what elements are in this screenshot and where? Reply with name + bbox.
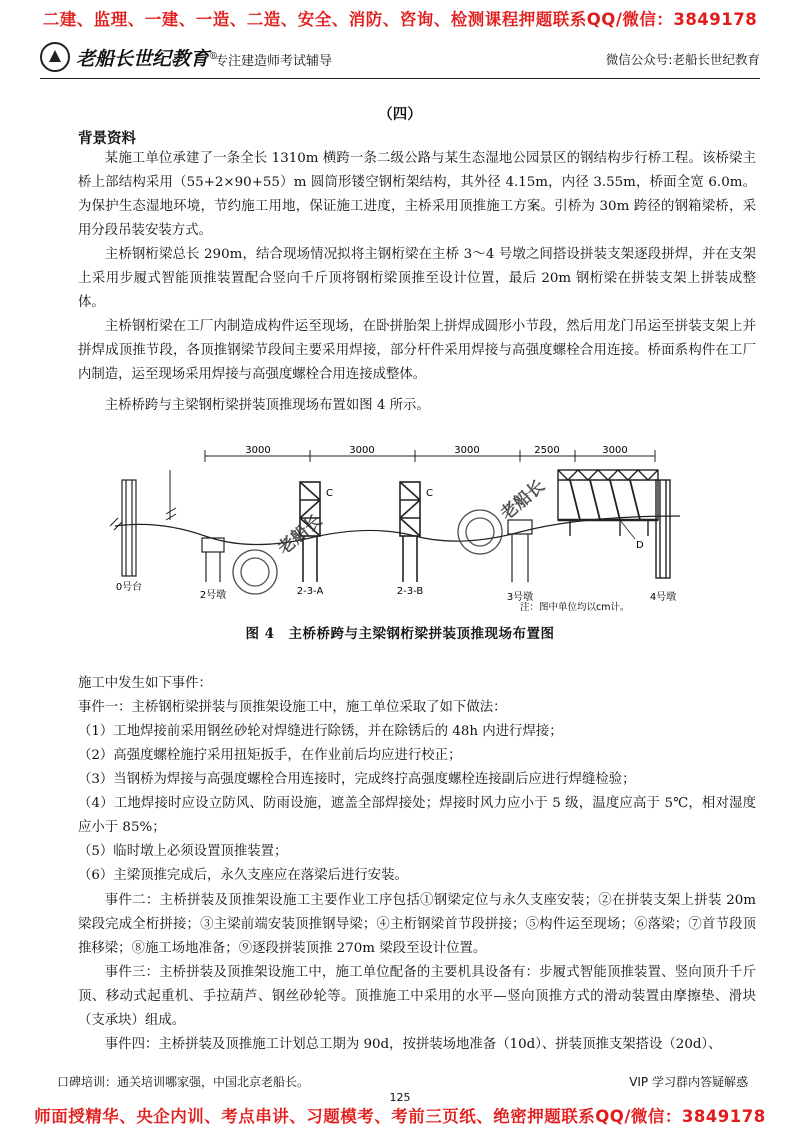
label-pier-2-3-b: 2-3-B	[396, 586, 424, 597]
logo	[40, 42, 218, 72]
dimension-line	[205, 450, 655, 462]
registered-mark: ®	[209, 52, 219, 62]
paragraph-4: 主桥桥跨与主梁钢桁梁拼装顶推现场布置如图 4 所示。	[104, 398, 430, 413]
dim-label-3: 3000	[454, 445, 480, 456]
section-number: （四）	[378, 106, 422, 123]
paragraph-3: 主桥钢桁梁在工厂内制造成构件运至现场，在卧拼胎架上拼焊成圆形小节段，然后用龙门吊运至拼装支架上并拼焊成顶推节段，各顶推钢梁节段间主要采用焊接，部分杆件采用焊接与高强度螺栓合用连接。桥面系构件在工厂内制造，运至现场采用焊接与高强度螺栓合用连接成整体。	[78, 319, 756, 382]
event-1-item-5: （5）临时墩上必须设置顶推装置；	[78, 844, 288, 859]
header-wechat: 微信公众号:老船长世纪教育	[605, 52, 760, 67]
road-cut-symbol	[166, 470, 176, 520]
event-1-lead: 事件一：主桥钢桁梁拼装与顶推架设施工中，施工单位采取了如下做法：	[78, 700, 507, 715]
abutment-0	[110, 480, 136, 576]
page-header	[40, 42, 760, 76]
dim-label-2: 3000	[349, 445, 375, 456]
footer-left: 口碑培训：通关培训哪家强，中国北京老船长。	[57, 1075, 310, 1089]
event-1-item-6: （6）主梁顶推完成后，永久支座应在落梁后进行安装。	[78, 868, 408, 883]
label-c-b: C	[426, 488, 433, 499]
paragraph-1: 某施工单位承建了一条全长 1310m 横跨一条二级公路与某生态湿地公园景区的钢结构步行桥工程。该桥梁主桥上部结构采用（55+2×90+55）m 圆筒形镂空钢桁架结构，其外径 4.15m，内径 3.55m，桥面全宽 6.0m。为保护生态湿地环境，节约施工用地，保证施工进度，主桥采用顶推施工方案。引桥为 30m 跨径的钢箱梁桥，采用分段吊装安装方式。	[78, 151, 756, 238]
bridge-layout-figure	[100, 440, 700, 612]
background-heading: 背景资料	[78, 130, 136, 147]
paragraph-2: 主桥钢桁梁总长 290m，结合现场情况拟将主钢桁梁在主桥 3～4 号墩之间搭设拼装支架逐段拼焊，并在支架上采用步履式智能顶推装置配合竖向千斤顶将钢桁梁顶推至设计位置，最后 20m 钢桁梁在拼装支架上拼装成整体。	[78, 247, 756, 310]
top-banner: 二建、监理、一建、一造、二造、安全、消防、咨询、检测课程押题联系QQ/微信：3849178	[42, 10, 758, 29]
dim-label-1: 3000	[245, 445, 271, 456]
event-1-item-4: （4）工地焊接时应设立防风、防雨设施，遮盖全部焊接处；焊接时风力应小于 5 级，温度应高于 5℃，相对湿度应小于 85%；	[78, 796, 756, 835]
logo-text: 老船长世纪教育	[76, 47, 210, 70]
figure-note: 注：图中单位均以cm计。	[520, 602, 630, 612]
label-pier-2-3-a: 2-3-A	[296, 586, 324, 597]
figure-caption: 图 4 主桥桥跨与主梁钢桁梁拼装顶推现场布置图	[245, 626, 555, 642]
event-3: 事件三：主桥拼装及顶推架设施工中，施工单位配备的主要机具设备有：步履式智能顶推装置、竖向顶升千斤顶、移动式起重机、手拉葫芦、钢丝砂轮等。顶推施工中采用的水平—竖向顶推方式的滑动装置由摩擦垫、滑块（支承块）组成。	[78, 965, 756, 1028]
event-1-item-2: （2）高强度螺栓施拧采用扭矩扳手，在作业前后均应进行校正；	[78, 748, 462, 763]
event-2: 事件二：主桥拼装及顶推架设施工主要作业工序包括①钢梁定位与永久支座安装；②在拼装支架上拼装 20m 梁段完成全桁拼接；③主梁前端安装顶推钢导梁；④主桁钢梁首节段拼接；⑤构件运至现场；⑥落梁；⑦首节段顶推移梁；⑧施工场地准备；⑨逐段拼装顶推 270m 梁段至设计位置。	[78, 893, 756, 956]
pier-2	[202, 538, 224, 582]
ship-logo-icon	[40, 42, 70, 72]
steel-truss-on-support	[558, 470, 658, 536]
event-1-item-1: （1）工地焊接前采用钢丝砂轮对焊缝进行除锈，并在除锈后的 48h 内进行焊接；	[78, 724, 563, 739]
label-pier-2: 2号墩	[199, 590, 227, 601]
watermark-text-center: 老船长	[496, 476, 549, 525]
leader-d	[620, 520, 635, 539]
dim-label-4: 2500	[534, 445, 560, 456]
watermark-text-left: 老船长	[274, 510, 327, 559]
header-divider	[40, 78, 760, 79]
event-4: 事件四：主桥拼装及顶推施工计划总工期为 90d，按拼装场地准备（10d）、拼装顶推支架搭设（20d）、	[104, 1037, 722, 1052]
label-d: D	[636, 540, 644, 551]
watermark-seal-center	[458, 475, 549, 554]
label-abutment-0: 0号台	[115, 582, 143, 593]
footer-right: VIP 学习群内答疑解惑	[629, 1075, 748, 1089]
watermark-seal-left	[233, 510, 326, 594]
events-intro: 施工中发生如下事件：	[78, 676, 212, 691]
label-pier-4: 4号墩	[649, 592, 677, 603]
bottom-banner: 师面授精华、央企内训、考点串讲、习题模考、考前三页纸、绝密押题联系QQ/微信：3849178	[34, 1107, 766, 1126]
label-c-a: C	[326, 488, 333, 499]
page-number: 125	[389, 1091, 411, 1104]
header-slogan: 专注建造师考试辅导	[215, 54, 333, 69]
dim-label-5: 3000	[602, 445, 628, 456]
event-1-item-3: （3）当钢桥为焊接与高强度螺栓合用连接时，完成终拧高强度螺栓连接副后应进行焊缝检验；	[78, 772, 636, 787]
label-pier-3: 3号墩	[506, 592, 534, 603]
temporary-pier-b	[400, 482, 420, 582]
